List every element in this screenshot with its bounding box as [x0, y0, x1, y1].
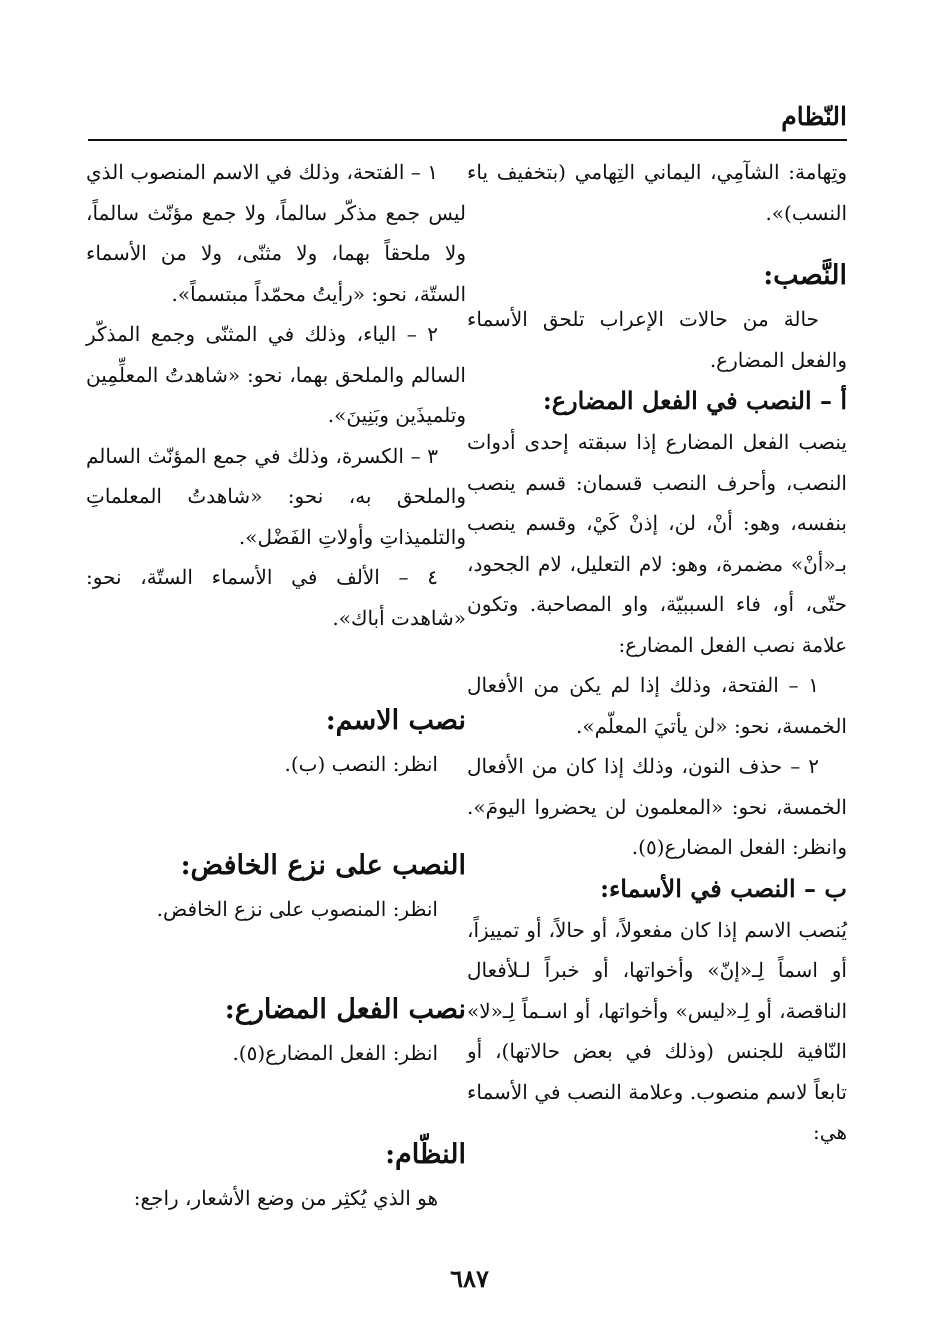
header-rule — [88, 139, 847, 141]
page-number: ٦٨٧ — [450, 1264, 489, 1293]
entry-title-nizam: النظّام: — [385, 1138, 466, 1170]
subsection-title-verb: أ – النصب في الفعل المضارع: — [542, 386, 847, 415]
list-item: ٣ – الكسرة، وذلك في جمع المؤنّث السالم والملحق به، نحو: «شاهدتُ المعلماتِ والتلميذاتِ وأولاتِ الفَضْل». — [86, 443, 466, 549]
entry-title-nasb-fil: نصب الفعل المضارع: — [224, 994, 466, 1025]
entry-title-naz-khafid: النصب على نزع الخافض: — [180, 849, 466, 881]
list-item: ١ – الفتحة، وذلك إذا لم يكن من الأفعال الخمسة، نحو: «لن يأتيَ المعلّم». — [467, 673, 847, 738]
running-title: النّظام — [781, 102, 847, 131]
entry-definition-nizam: هو الذي يُكثِر من وضع الأشعار، راجع: — [133, 1185, 438, 1210]
entry-title-nasb-ism: نصب الاسم: — [325, 705, 466, 736]
list-item: ١ – الفتحة، وذلك في الاسم المنصوب الذي ليس جمع مذكّر سالماً، ولا جمع مؤنّث سالماً، ولا ملحقاً بهما، ولا مثنّى، ولا من الأسماء الستّة، نحو: «رأيتُ محمّداً مبتسماً». — [86, 160, 466, 306]
left-column — [86, 152, 466, 1218]
subsection-title-nouns: ب – النصب في الأسماء: — [600, 873, 847, 903]
right-column — [467, 152, 847, 1153]
cross-reference: انظر: الفعل المضارع(٥). — [232, 1041, 438, 1065]
list-item: ٤ – الألف في الأسماء الستّة، نحو: «شاهدت أباك». — [86, 565, 466, 630]
list-item: ٢ – حذف النون، وذلك إذا كان من الأفعال الخمسة، نحو: «المعلمون لن يحضروا اليومَ». وانظر: الفعل المضارع(٥). — [467, 754, 847, 859]
subsection-body-verb: ينصب الفعل المضارع إذا سبقته إحدى أدوات النصب، وأحرف النصب قسمان: قسم ينصب بنفسه، وهو: أنْ، لن، إذنْ كَيْ، وقسم ينصب بـ«أنْ» مضمرة، وهو: لام التعليل، لام الجحود، حتّى، أو، فاء السببيّة، واو المصاحبة. وتكون علامة نصب الفعل المضارع: — [467, 430, 847, 657]
subsection-body-nouns: يُنصب الاسم إذا كان مفعولاً، أو حالاً، أو تمييزاً، أو اسماً لِـ«إنّ» وأخواتها، أو خبراً لـلأفعال الناقصة، أو لِـ«ليس» وأخواتها، أو اسـماً لِـ«لا» النّافية للجنس (وذلك في بعض حالاتها)، أو تابعاً لاسم منصوب. وعلامة النصب في الأسماء هي: — [467, 917, 847, 1144]
entry-definition-nasb: حالة من حالات الإعراب تلحق الأسماء والفعل المضارع. — [467, 307, 847, 372]
continued-paragraph: وتِهامة: الشآمِي، اليماني التِهامي (بتخفيف ياء النسب)». — [467, 160, 847, 225]
list-item: ٢ – الياء، وذلك في المثنّى وجمع المذكّر السالم والملحق بهما، نحو: «شاهدتُ المعلِّمِين وتلميذَين وبَنِينَ». — [86, 322, 466, 427]
cross-reference: انظر: المنصوب على نزع الخافض. — [156, 896, 438, 921]
entry-title-nasb: النَّصب: — [763, 260, 847, 291]
cross-reference: انظر: النصب (ب). — [284, 752, 438, 776]
